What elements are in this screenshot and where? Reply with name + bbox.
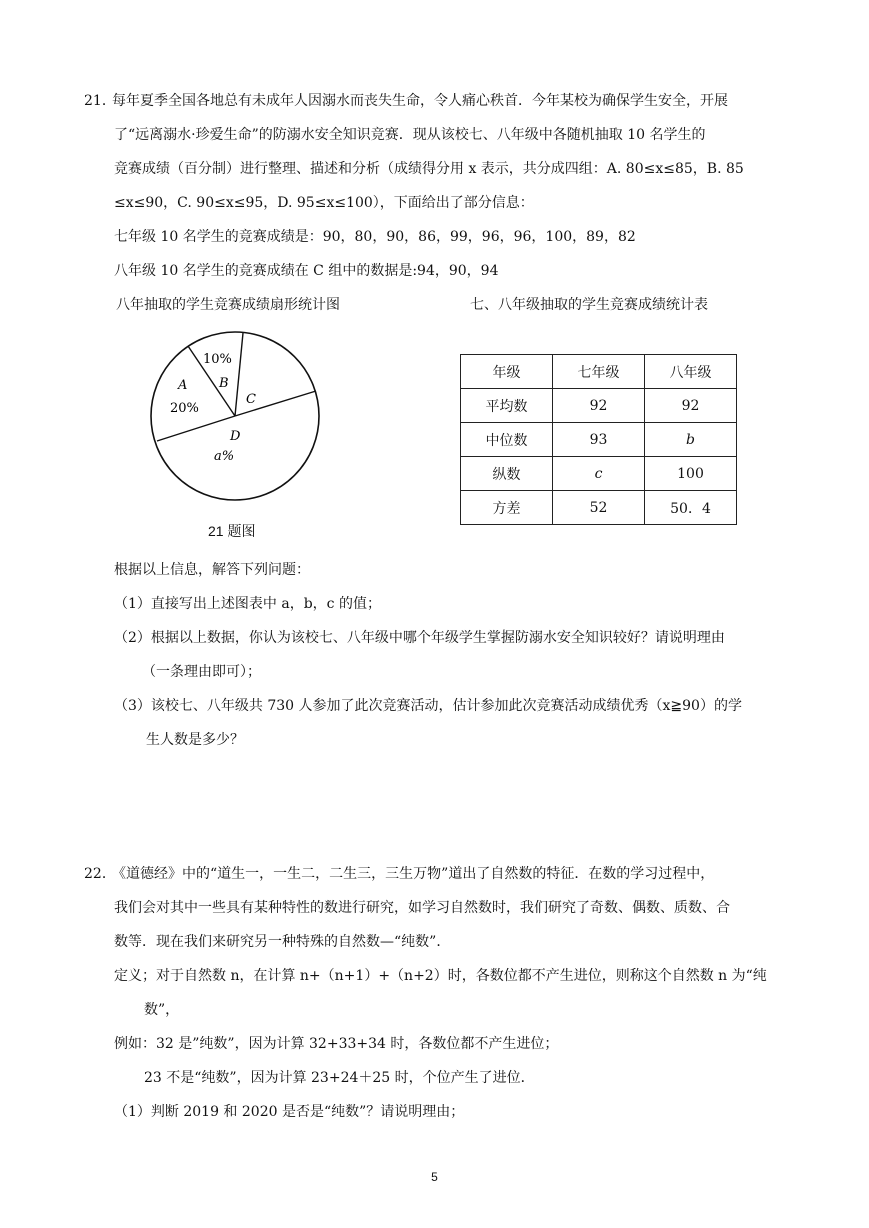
table-cell: 50．4 [645, 491, 737, 525]
pie-divider-da [157, 416, 235, 441]
table-cell: 方差 [461, 491, 553, 525]
pie-divider-bc [235, 333, 243, 416]
page-number: 5 [431, 1170, 438, 1184]
pie-chart [140, 322, 340, 522]
table-row [461, 389, 737, 423]
table-header-cell: 八年级 [645, 355, 737, 389]
q21-sub-2-line-1: （2）根据以上数据，你认为该校七、八年级中哪个年级学生掌握防溺水安全知识较好？请说明理由 [114, 630, 725, 646]
table-cell: c [553, 457, 645, 491]
pie-label-c: C [246, 392, 256, 407]
pie-chart-title: 八年抽取的学生竞赛成绩扇形统计图 [116, 297, 340, 313]
q21-sub-3-line-2: 生人数是多少？ [146, 732, 244, 748]
table-cell: 92 [553, 389, 645, 423]
q22-sub-1: （1）判断 2019 和 2020 是否是“纯数”？请说明理由； [114, 1104, 465, 1120]
pie-label-b: B [219, 376, 229, 391]
pie-label-pct-d: a% [214, 449, 235, 464]
table-header-cell: 七年级 [553, 355, 645, 389]
q21-prompt: 根据以上信息，解答下列问题： [114, 562, 310, 578]
table-cell: 平均数 [461, 389, 553, 423]
grade7-scores: 七年级 10 名学生的竞赛成绩是：90，80，90，86，99，96，96，100，89，82 [114, 229, 636, 245]
q22-text-line-2: 我们会对其中一些具有某种特性的数进行研究，如学习自然数时，我们研究了奇数、偶数、质数、合 [114, 900, 730, 916]
q22-definition-line-1: 定义；对于自然数 n，在计算 n+（n+1）+（n+2）时，各数位都不产生进位，则称这个自然数 n 为“纯 [114, 968, 767, 984]
table-header-row [461, 355, 737, 389]
table-cell: 纵数 [461, 457, 553, 491]
table-cell: b [645, 423, 737, 457]
q21-sub-1: （1）直接写出上述图表中 a，b，c 的值； [114, 596, 381, 612]
figure-caption: 21 题图 [208, 523, 256, 539]
table-cell: 100 [645, 457, 737, 491]
table-cell: 52 [553, 491, 645, 525]
q21-sub-2-line-2: （一条理由即可）； [142, 664, 261, 680]
q21-text-line-4: ≤x≤90，C. 90≤x≤95，D. 95≤x≤100），下面给出了部分信息： [114, 195, 534, 211]
table-header-cell: 年级 [461, 355, 553, 389]
table-cell: 93 [553, 423, 645, 457]
q21-text-line-2: 了“远离溺水·珍爱生命”的防溺水安全知识竞赛．现从该校七、八年级中各随机抽取 10 名学生的 [114, 127, 706, 143]
pie-label-a: A [178, 378, 188, 393]
q21-number: 21． [84, 93, 116, 109]
table-row [461, 491, 737, 525]
q22-example-line-1: 例如：32 是”纯数”，因为计算 32+33+34 时，各数位都不产生进位； [114, 1036, 559, 1052]
q21-sub-3-line-1: （3）该校七、八年级共 730 人参加了此次竞赛活动，估计参加此次竞赛活动成绩优秀（x≧90）的学 [114, 698, 742, 714]
grade8-c-scores: 八年级 10 名学生的竞赛成绩在 C 组中的数据是:94，90，94 [114, 263, 499, 279]
q22-text-line-1: 《道德经》中的“道生一，一生二，二生三，三生万物”道出了自然数的特征．在数的学习过程中， [112, 866, 715, 882]
q22-number: 22． [84, 866, 116, 882]
pie-label-pct-b: 10% [203, 352, 232, 367]
stats-table [460, 354, 737, 525]
table-row [461, 423, 737, 457]
table-title: 七、八年级抽取的学生竞赛成绩统计表 [470, 297, 708, 313]
q22-text-line-3: 数等．现在我们来研究另一种特殊的自然数—“纯数”． [114, 934, 451, 950]
table-cell: 中位数 [461, 423, 553, 457]
q22-example-line-2: 23 不是“纯数”，因为计算 23+24＋25 时，个位产生了进位． [144, 1070, 535, 1086]
q21-text-line-3: 竞赛成绩（百分制）进行整理、描述和分析（成绩得分用 x 表示，共分成四组：A. 80≤x≤85，B. 85 [114, 161, 744, 177]
q22-definition-line-2: 数”， [144, 1002, 180, 1018]
q21-text-line-1: 每年夏季全国各地总有未成年人因溺水而丧失生命，令人痛心秩首．今年某校为确保学生安全，开展 [112, 93, 728, 109]
pie-label-pct-a: 20% [170, 401, 199, 416]
table-cell: 92 [645, 389, 737, 423]
table-row [461, 457, 737, 491]
pie-label-d: D [230, 429, 241, 444]
